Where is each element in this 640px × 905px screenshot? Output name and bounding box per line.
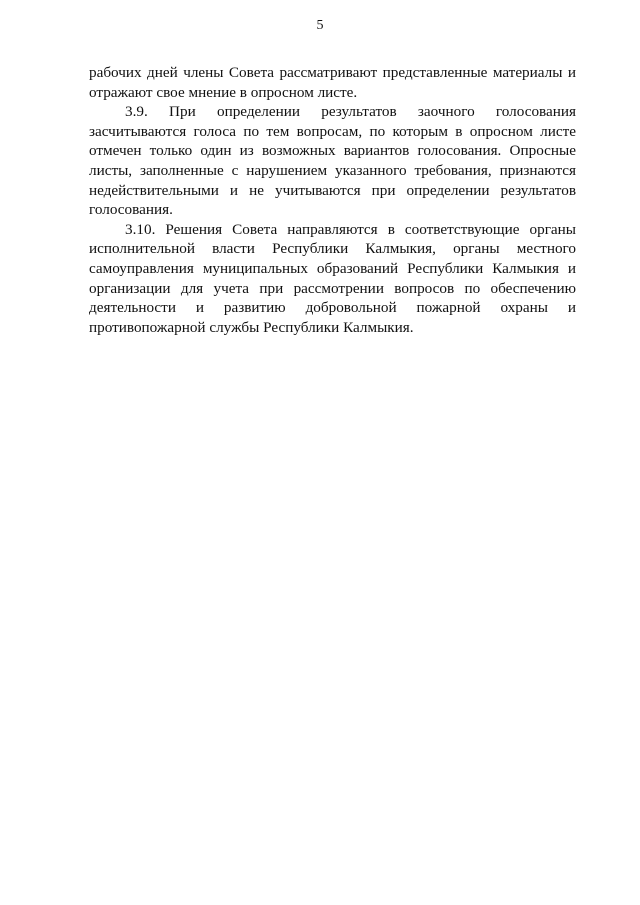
paragraph-continuation: рабочих дней члены Совета рассматривают представленные материалы и отражают свое мнение в опросном листе. (89, 64, 576, 101)
paragraph-3-10: 3.10. Решения Совета направляются в соответствующие органы исполнительной власти Республики Калмыкия, органы местного самоуправления муниципальных образований Республики Калмыкия и организации для учета при рассмотрении вопросов по обеспечению деятельности и развитию добровольной пожарной охраны и противопожарной службы Республики Калмыкия. (89, 220, 576, 336)
document-body (89, 63, 576, 337)
paragraph-3-9: 3.9. При определении результатов заочного голосования засчитываются голоса по тем вопросам, по которым в опросном листе отмечен только один из возможных вариантов голосования. Опросные листы, заполненные с нарушением указанного требования, признаются недействительными и не учитываются при определении результатов голосования. (89, 103, 576, 219)
page-number: 5 (316, 18, 324, 33)
